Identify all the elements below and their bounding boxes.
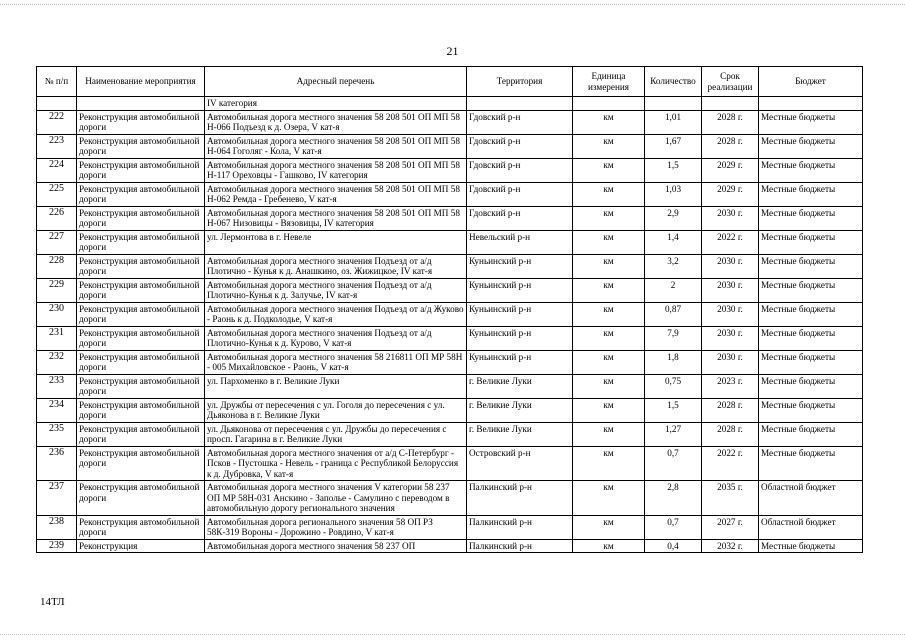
row-budget: Местные бюджеты — [759, 134, 863, 158]
row-territory: Гдовский р-н — [467, 206, 573, 230]
row-territory: г. Великие Луки — [467, 422, 573, 446]
row-unit: км — [573, 302, 645, 326]
row-unit: км — [573, 278, 645, 302]
row-term: 2022 г. — [702, 230, 759, 254]
row-address: Автомобильная дорога местного значения Подъезд от а/д Плотично-Кунья к д. Залучье, IV кат-я — [205, 278, 467, 302]
row-term: 2030 г. — [702, 326, 759, 350]
row-budget: Местные бюджеты — [759, 278, 863, 302]
row-unit: км — [573, 206, 645, 230]
row-action: Реконструкция автомобильной дороги — [77, 230, 205, 254]
header-term: Срок реализации — [702, 67, 759, 97]
row-action: Реконструкция автомобильной дороги — [77, 182, 205, 206]
row-action: Реконструкция автомобильной дороги — [77, 110, 205, 134]
page-number: 21 — [446, 44, 459, 58]
row-budget: Местные бюджеты — [759, 422, 863, 446]
row-territory: г. Великие Луки — [467, 374, 573, 398]
row-quantity: 0,75 — [645, 374, 702, 398]
row-action: Реконструкция автомобильной дороги — [77, 254, 205, 278]
row-territory: г. Великие Луки — [467, 398, 573, 422]
row-address: Автомобильная дорога местного значения 58 208 501 ОП МП 58 Н-117 Ореховцы - Гашково, IV категория — [205, 158, 467, 182]
header-number: № п/п — [37, 67, 77, 97]
row-address: Автомобильная дорога местного значения 58 237 ОП — [205, 539, 467, 553]
table-row — [37, 230, 863, 254]
row-number: 239 — [37, 539, 77, 553]
row-quantity: 1,01 — [645, 110, 702, 134]
row-budget: Местные бюджеты — [759, 350, 863, 374]
row-address: Автомобильная дорога местного значения 58 208 501 ОП МП 58 Н-067 Низовицы - Вязовицы, IV категория — [205, 206, 467, 230]
row-term: 2030 г. — [702, 254, 759, 278]
row-address: Автомобильная дорога местного значения Подъезд от а/д Жуково - Раонь к д. Подколодье, V кат-я — [205, 302, 467, 326]
row-unit: км — [573, 230, 645, 254]
row-number: 225 — [37, 182, 77, 206]
row-number: 235 — [37, 422, 77, 446]
row-address: Автомобильная дорога местного значения V категории 58 237 ОП МР 58Н-031 Анскино - Заполье - Самулино с переводом в автомобильную дорогу регионального значения — [205, 481, 467, 516]
row-budget: Местные бюджеты — [759, 230, 863, 254]
header-quantity: Количество — [645, 67, 702, 97]
row-term: 2035 г. — [702, 481, 759, 516]
row-territory: Куньинский р-н — [467, 278, 573, 302]
row-term: 2028 г. — [702, 110, 759, 134]
table-row — [37, 398, 863, 422]
row-territory: Гдовский р-н — [467, 182, 573, 206]
row-address: Автомобильная дорога местного значения от а/д С-Петербург - Псков - Пустошка - Невель - граница с Республикой Белоруссия к д. Дубровка, V кат-я — [205, 446, 467, 481]
row-quantity: 0,7 — [645, 515, 702, 539]
row-unit: км — [573, 398, 645, 422]
row-term: 2028 г. — [702, 422, 759, 446]
table-row — [37, 134, 863, 158]
row-quantity: 0,4 — [645, 539, 702, 553]
row-budget: Местные бюджеты — [759, 326, 863, 350]
row-term: 2030 г. — [702, 302, 759, 326]
table-row — [37, 254, 863, 278]
row-quantity: 7,9 — [645, 326, 702, 350]
row-territory: Куньинский р-н — [467, 302, 573, 326]
table-row — [37, 481, 863, 516]
header-action: Наименование мероприятия — [77, 67, 205, 97]
row-budget: Областной бюджет — [759, 515, 863, 539]
row-unit: км — [573, 422, 645, 446]
row-territory: Палкинский р-н — [467, 481, 573, 516]
row-quantity: 2,9 — [645, 206, 702, 230]
row-term: 2030 г. — [702, 350, 759, 374]
header-territory: Территория — [467, 67, 573, 97]
row-budget: Местные бюджеты — [759, 182, 863, 206]
table-row — [37, 302, 863, 326]
row-term: 2023 г. — [702, 374, 759, 398]
row-budget: Местные бюджеты — [759, 206, 863, 230]
table-row — [37, 110, 863, 134]
row-action: Реконструкция автомобильной дороги — [77, 134, 205, 158]
row-address: ул. Лермонтова в г. Невеле — [205, 230, 467, 254]
row-territory: Куньинский р-н — [467, 254, 573, 278]
row-quantity: 1,5 — [645, 158, 702, 182]
row-action: Реконструкция автомобильной дороги — [77, 481, 205, 516]
row-number: 229 — [37, 278, 77, 302]
row-quantity: 2 — [645, 278, 702, 302]
row-territory: Гдовский р-н — [467, 158, 573, 182]
row-number: 222 — [37, 110, 77, 134]
row-unit: км — [573, 481, 645, 516]
row-term: 2028 г. — [702, 134, 759, 158]
row-term: 2030 г. — [702, 278, 759, 302]
row-quantity: 1,4 — [645, 230, 702, 254]
row-number: 233 — [37, 374, 77, 398]
row-address: Автомобильная дорога местного значения 58 208 501 ОП МП 58 Н-066 Подъезд к д. Озера, V кат-я — [205, 110, 467, 134]
row-address: Автомобильная дорога местного значения Подъезд от а/д Плотично-Кунья к д. Курово, V кат-я — [205, 326, 467, 350]
row-number: 237 — [37, 481, 77, 516]
row-quantity: 1,03 — [645, 182, 702, 206]
row-budget: Местные бюджеты — [759, 398, 863, 422]
row-quantity: 1,8 — [645, 350, 702, 374]
row-address: ул. Дружбы от пересечения с ул. Гоголя до пересечения с ул. Дьяконова в г. Великие Луки — [205, 398, 467, 422]
table-row — [37, 350, 863, 374]
row-budget: Местные бюджеты — [759, 158, 863, 182]
carry-over-row — [37, 97, 863, 111]
row-action: Реконструкция автомобильной дороги — [77, 398, 205, 422]
row-budget: Местные бюджеты — [759, 302, 863, 326]
row-unit: км — [573, 326, 645, 350]
row-unit: км — [573, 158, 645, 182]
row-unit: км — [573, 134, 645, 158]
row-budget: Местные бюджеты — [759, 254, 863, 278]
row-action: Реконструкция автомобильной дороги — [77, 515, 205, 539]
row-quantity: 2,8 — [645, 481, 702, 516]
row-unit: км — [573, 446, 645, 481]
row-term: 2032 г. — [702, 539, 759, 553]
row-number: 238 — [37, 515, 77, 539]
row-number: 228 — [37, 254, 77, 278]
header-budget: Бюджет — [759, 67, 863, 97]
row-term: 2029 г. — [702, 182, 759, 206]
row-number: 223 — [37, 134, 77, 158]
row-unit: км — [573, 539, 645, 553]
row-address: Автомобильная дорога местного значения 58 208 501 ОП МП 58 Н-064 Гоголяг - Кола, V кат-я — [205, 134, 467, 158]
scan-artifact-bottom — [0, 634, 905, 636]
row-territory: Палкинский р-н — [467, 539, 573, 553]
row-territory: Невельский р-н — [467, 230, 573, 254]
row-unit: км — [573, 182, 645, 206]
row-budget: Местные бюджеты — [759, 110, 863, 134]
row-territory: Гдовский р-н — [467, 110, 573, 134]
row-action: Реконструкция автомобильной дороги — [77, 278, 205, 302]
row-territory: Куньинский р-н — [467, 326, 573, 350]
row-territory: Островский р-н — [467, 446, 573, 481]
row-term: 2027 г. — [702, 515, 759, 539]
row-territory: Куньинский р-н — [467, 350, 573, 374]
row-number: 226 — [37, 206, 77, 230]
row-action: Реконструкция автомобильной дороги — [77, 302, 205, 326]
row-term: 2029 г. — [702, 158, 759, 182]
table-row — [37, 182, 863, 206]
row-unit: км — [573, 350, 645, 374]
row-action: Реконструкция автомобильной дороги — [77, 206, 205, 230]
row-number: 234 — [37, 398, 77, 422]
row-address: Автомобильная дорога местного значения Подъезд от а/д Плотично - Кунья к д. Анашкино, оз. Жижицкое, IV кат-я — [205, 254, 467, 278]
header-address: Адресный перечень — [205, 67, 467, 97]
row-number: 227 — [37, 230, 77, 254]
table-row — [37, 278, 863, 302]
table-row — [37, 446, 863, 481]
row-address: Автомобильная дорога местного значения 58 216811 ОП МР 58Н - 005 Михайловское - Раонь, V кат-я — [205, 350, 467, 374]
table-row — [37, 326, 863, 350]
scan-artifact-top — [0, 4, 905, 6]
row-action: Реконструкция автомобильной дороги — [77, 158, 205, 182]
header-unit: Единица измерения — [573, 67, 645, 97]
table-row — [37, 374, 863, 398]
table-row — [37, 539, 863, 553]
row-term: 2022 г. — [702, 446, 759, 481]
row-unit: км — [573, 254, 645, 278]
row-number: 231 — [37, 326, 77, 350]
table-row — [37, 422, 863, 446]
row-budget: Местные бюджеты — [759, 539, 863, 553]
row-quantity: 1,27 — [645, 422, 702, 446]
row-address: ул. Дьяконова от пересечения с ул. Дружбы до пересечения с просп. Гагарина в г. Великие Луки — [205, 422, 467, 446]
row-unit: км — [573, 374, 645, 398]
row-territory: Гдовский р-н — [467, 134, 573, 158]
table-row — [37, 206, 863, 230]
row-number: 232 — [37, 350, 77, 374]
table-header-row — [37, 67, 863, 97]
row-territory: Палкинский р-н — [467, 515, 573, 539]
row-action: Реконструкция автомобильной дороги — [77, 446, 205, 481]
row-budget: Местные бюджеты — [759, 446, 863, 481]
row-budget: Местные бюджеты — [759, 374, 863, 398]
row-action: Реконструкция автомобильной дороги — [77, 422, 205, 446]
row-term: 2028 г. — [702, 398, 759, 422]
row-quantity: 3,2 — [645, 254, 702, 278]
carry-over-text: IV категория — [205, 97, 467, 111]
road-projects-table — [36, 66, 863, 553]
row-quantity: 1,67 — [645, 134, 702, 158]
row-action: Реконструкция автомобильной дороги — [77, 326, 205, 350]
row-action: Реконструкция — [77, 539, 205, 553]
row-address: ул. Пархоменко в г. Великие Луки — [205, 374, 467, 398]
row-number: 224 — [37, 158, 77, 182]
row-action: Реконструкция автомобильной дороги — [77, 374, 205, 398]
row-quantity: 1,5 — [645, 398, 702, 422]
row-budget: Областной бюджет — [759, 481, 863, 516]
row-number: 236 — [37, 446, 77, 481]
row-unit: км — [573, 515, 645, 539]
row-quantity: 0,87 — [645, 302, 702, 326]
row-term: 2030 г. — [702, 206, 759, 230]
row-action: Реконструкция автомобильной дороги — [77, 350, 205, 374]
row-address: Автомобильная дорога местного значения 58 208 501 ОП МП 58 Н-062 Ремда - Гребенево, V кат-я — [205, 182, 467, 206]
row-number: 230 — [37, 302, 77, 326]
table-row — [37, 158, 863, 182]
row-quantity: 0,7 — [645, 446, 702, 481]
footer-code: 14ТЛ — [40, 596, 65, 608]
row-address: Автомобильная дорога регионального значения 58 ОП РЗ 58К-319 Вороны - Дорожино - Ровдино, V кат-я — [205, 515, 467, 539]
table-row — [37, 515, 863, 539]
row-unit: км — [573, 110, 645, 134]
